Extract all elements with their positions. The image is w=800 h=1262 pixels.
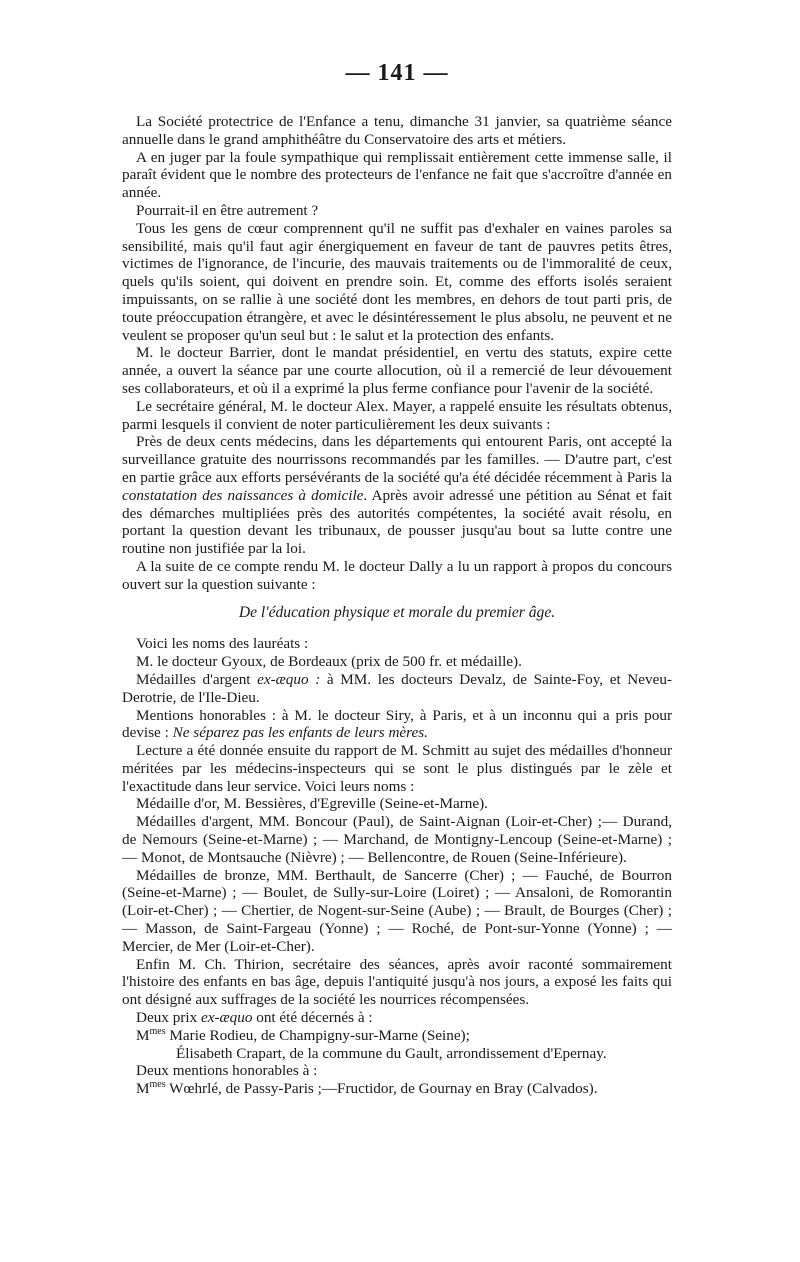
text-run: Médaille d'or, M. Bessières, d'Egreville (Seine-et-Marne).	[136, 795, 488, 813]
paragraph-p21	[122, 1045, 672, 1063]
paragraph-p19	[122, 1009, 672, 1027]
text-run: M	[136, 1080, 150, 1098]
italic-text: ex-æquo	[200, 1009, 253, 1027]
article-body	[122, 113, 672, 1098]
paragraph-p11	[122, 653, 672, 671]
paragraph-p6	[122, 398, 672, 434]
paragraph-p23	[122, 1080, 672, 1098]
text-run: Deux mentions honorables à :	[136, 1062, 318, 1080]
text-run: M. le docteur Gyoux, de Bordeaux (prix de 500 fr. et médaille).	[136, 653, 522, 671]
text-run: . Après avoir adressé une pétition au Sénat et fait des démarches multipliées près des autorités compétentes, la société avait résolu, en portant la question devant les tribunaux, de pousser jusqu'au bout sa lutte contre une routine non justifiée par la loi.	[122, 486, 672, 558]
paragraph-p18	[122, 956, 672, 1009]
page-number: — 141 —	[345, 60, 449, 86]
paragraph-p13	[122, 707, 672, 743]
text-run: La Société protectrice de l'Enfance a tenu, dimanche 31 janvier, sa quatrième séance annuelle dans le grand amphithéâtre du Conservatoire des arts et métiers.	[122, 113, 672, 148]
text-run: Enfin M. Ch. Thirion, secrétaire des séances, après avoir raconté sommairement l'histoire des enfants en bas âge, depuis l'antiquité jusqu'à nos jours, a exposé les faits qui ont désigné aux suffrages de la société les nourrices récompensées.	[122, 955, 672, 1009]
text-run: Deux prix	[136, 1009, 201, 1027]
text-run: Tous les gens de cœur comprennent qu'il ne suffit pas d'exhaler en vaines paroles sa sensibilité, mais qu'il faut agir énergiquement en faveur de tant de pauvres petits êtres, victimes de l'ignorance, de l'incurie, des mauvais traitements ou de l'immoralité de ceux, quels qu'ils soient, qui doivent en prendre soin. Et, comme des efforts isolés seraient impuissants, on se rallie à une société dont les membres, en dehors de tout parti pris, de toute préoccupation étrangère, et avec le désintéressement le plus absolu, ne peuvent et ne veulent se proposer qu'un seul but : le salut et la protection des enfants.	[122, 219, 672, 344]
paragraph-p3	[122, 202, 672, 220]
text-run: A en juger par la foule sympathique qui remplissait entièrement cette immense salle, il paraît évident que le nombre des protecteurs de l'enfance ne fait que s'accroître d'année en année.	[122, 148, 672, 202]
paragraph-p14	[122, 742, 672, 795]
italic-text: ex-æquo :	[257, 670, 321, 688]
text-run: Voici les noms des lauréats :	[136, 635, 309, 653]
superscript-text: mes	[149, 1025, 166, 1037]
text-run: Médailles de bronze, MM. Berthault, de Sancerre (Cher) ; — Fauché, de Bourron (Seine-et-Marne) ; — Boulet, de Sully-sur-Loire (Loiret) ; — Ansaloni, de Romorantin (Loir-et-Cher) ; — Chertier, de Nogent-sur-Seine (Aube) ; — Brault, de Bourges (Cher) ; — Masson, de Saint-Fargeau (Yonne) ; — Roché, de Pont-sur-Yonne (Yonne) ; — Mercier, de Mer (Loir-et-Cher).	[122, 866, 672, 955]
paragraph-p4	[122, 220, 672, 345]
text-run: A la suite de ce compte rendu M. le docteur Dally a lu un rapport à propos du concours ouvert sur la question suivante :	[122, 557, 672, 593]
text-run: Médailles d'argent, MM. Boncour (Paul), de Saint-Aignan (Loir-et-Cher) ;— Durand, de Nemours (Seine-et-Marne) ; — Marchand, de Montigny-Lencoup (Seine-et-Marne) ; — Monot, de Montsauche (Nièvre) ; — Bellencontre, de Rouen (Seine-Inférieure).	[122, 813, 672, 866]
paragraph-p7	[122, 433, 672, 558]
paragraph-p8	[122, 558, 672, 594]
text-run: ont été décernés à :	[252, 1009, 373, 1027]
paragraph-p5	[122, 344, 672, 397]
italic-text: constatation des naissances à domicile	[122, 486, 364, 504]
text-run: Pourrait-il en être autrement ?	[136, 201, 319, 219]
text-run: Le secrétaire général, M. le docteur Alex. Mayer, a rappelé ensuite les résultats obtenus, parmi lesquels il convient de noter particulièrement les deux suivants :	[122, 397, 672, 433]
paragraph-p1	[122, 113, 672, 149]
italic-text: Ne séparez pas les enfants de leurs mères.	[172, 724, 428, 742]
paragraph-p16	[122, 813, 672, 866]
superscript-text: mes	[149, 1079, 166, 1091]
paragraph-p10	[122, 635, 672, 653]
text-run: Près de deux cents médecins, dans les départements qui entourent Paris, ont accepté la surveillance gratuite des nourrissons recommandés par les familles. — D'autre part, c'est en partie grâce aux efforts persévérants de la société qu'a été décidée récemment à Paris la	[122, 433, 672, 486]
paragraph-p12	[122, 671, 672, 707]
paragraph-p9	[122, 604, 672, 622]
text-run: Wœhrlé, de Passy-Paris ;—Fructidor, de Gournay en Bray (Calvados).	[165, 1080, 598, 1098]
text-run: M	[136, 1026, 150, 1044]
paragraph-p22	[122, 1062, 672, 1080]
text-run: Médailles d'argent	[136, 670, 258, 688]
text-run: Élisabeth Crapart, de la commune du Gault, arrondissement d'Epernay.	[176, 1044, 607, 1062]
text-run: à MM. les docteurs Devalz, de Sainte-Foy, et Neveu-Derotrie, de l'Ile-Dieu.	[122, 670, 672, 706]
text-run: Marie Rodieu, de Champigny-sur-Marne (Seine);	[165, 1026, 470, 1044]
paragraph-p2	[122, 149, 672, 202]
text-run: Lecture a été donnée ensuite du rapport de M. Schmitt au sujet des médailles d'honneur méritées par les médecins-inspecteurs qui se sont le plus distingués par le zèle et l'exactitude dans leur service. Voici leurs noms :	[122, 742, 672, 795]
text-run: M. le docteur Barrier, dont le mandat présidentiel, en vertu des statuts, expire cette année, a ouvert la séance par une courte allocution, où il a remercié de leur dévouement ses collaborateurs, et où il a exprimé la plus ferme confiance pour l'avenir de la société.	[122, 344, 672, 397]
text-run: Mentions honorables : à M. le docteur Siry, à Paris, et à un inconnu qui a pris pour devise :	[122, 706, 672, 742]
paragraph-p17	[122, 867, 672, 956]
text-run: De l'éducation physique et morale du premier âge.	[238, 603, 556, 621]
paragraph-p15	[122, 795, 672, 813]
paragraph-p20	[122, 1027, 672, 1045]
